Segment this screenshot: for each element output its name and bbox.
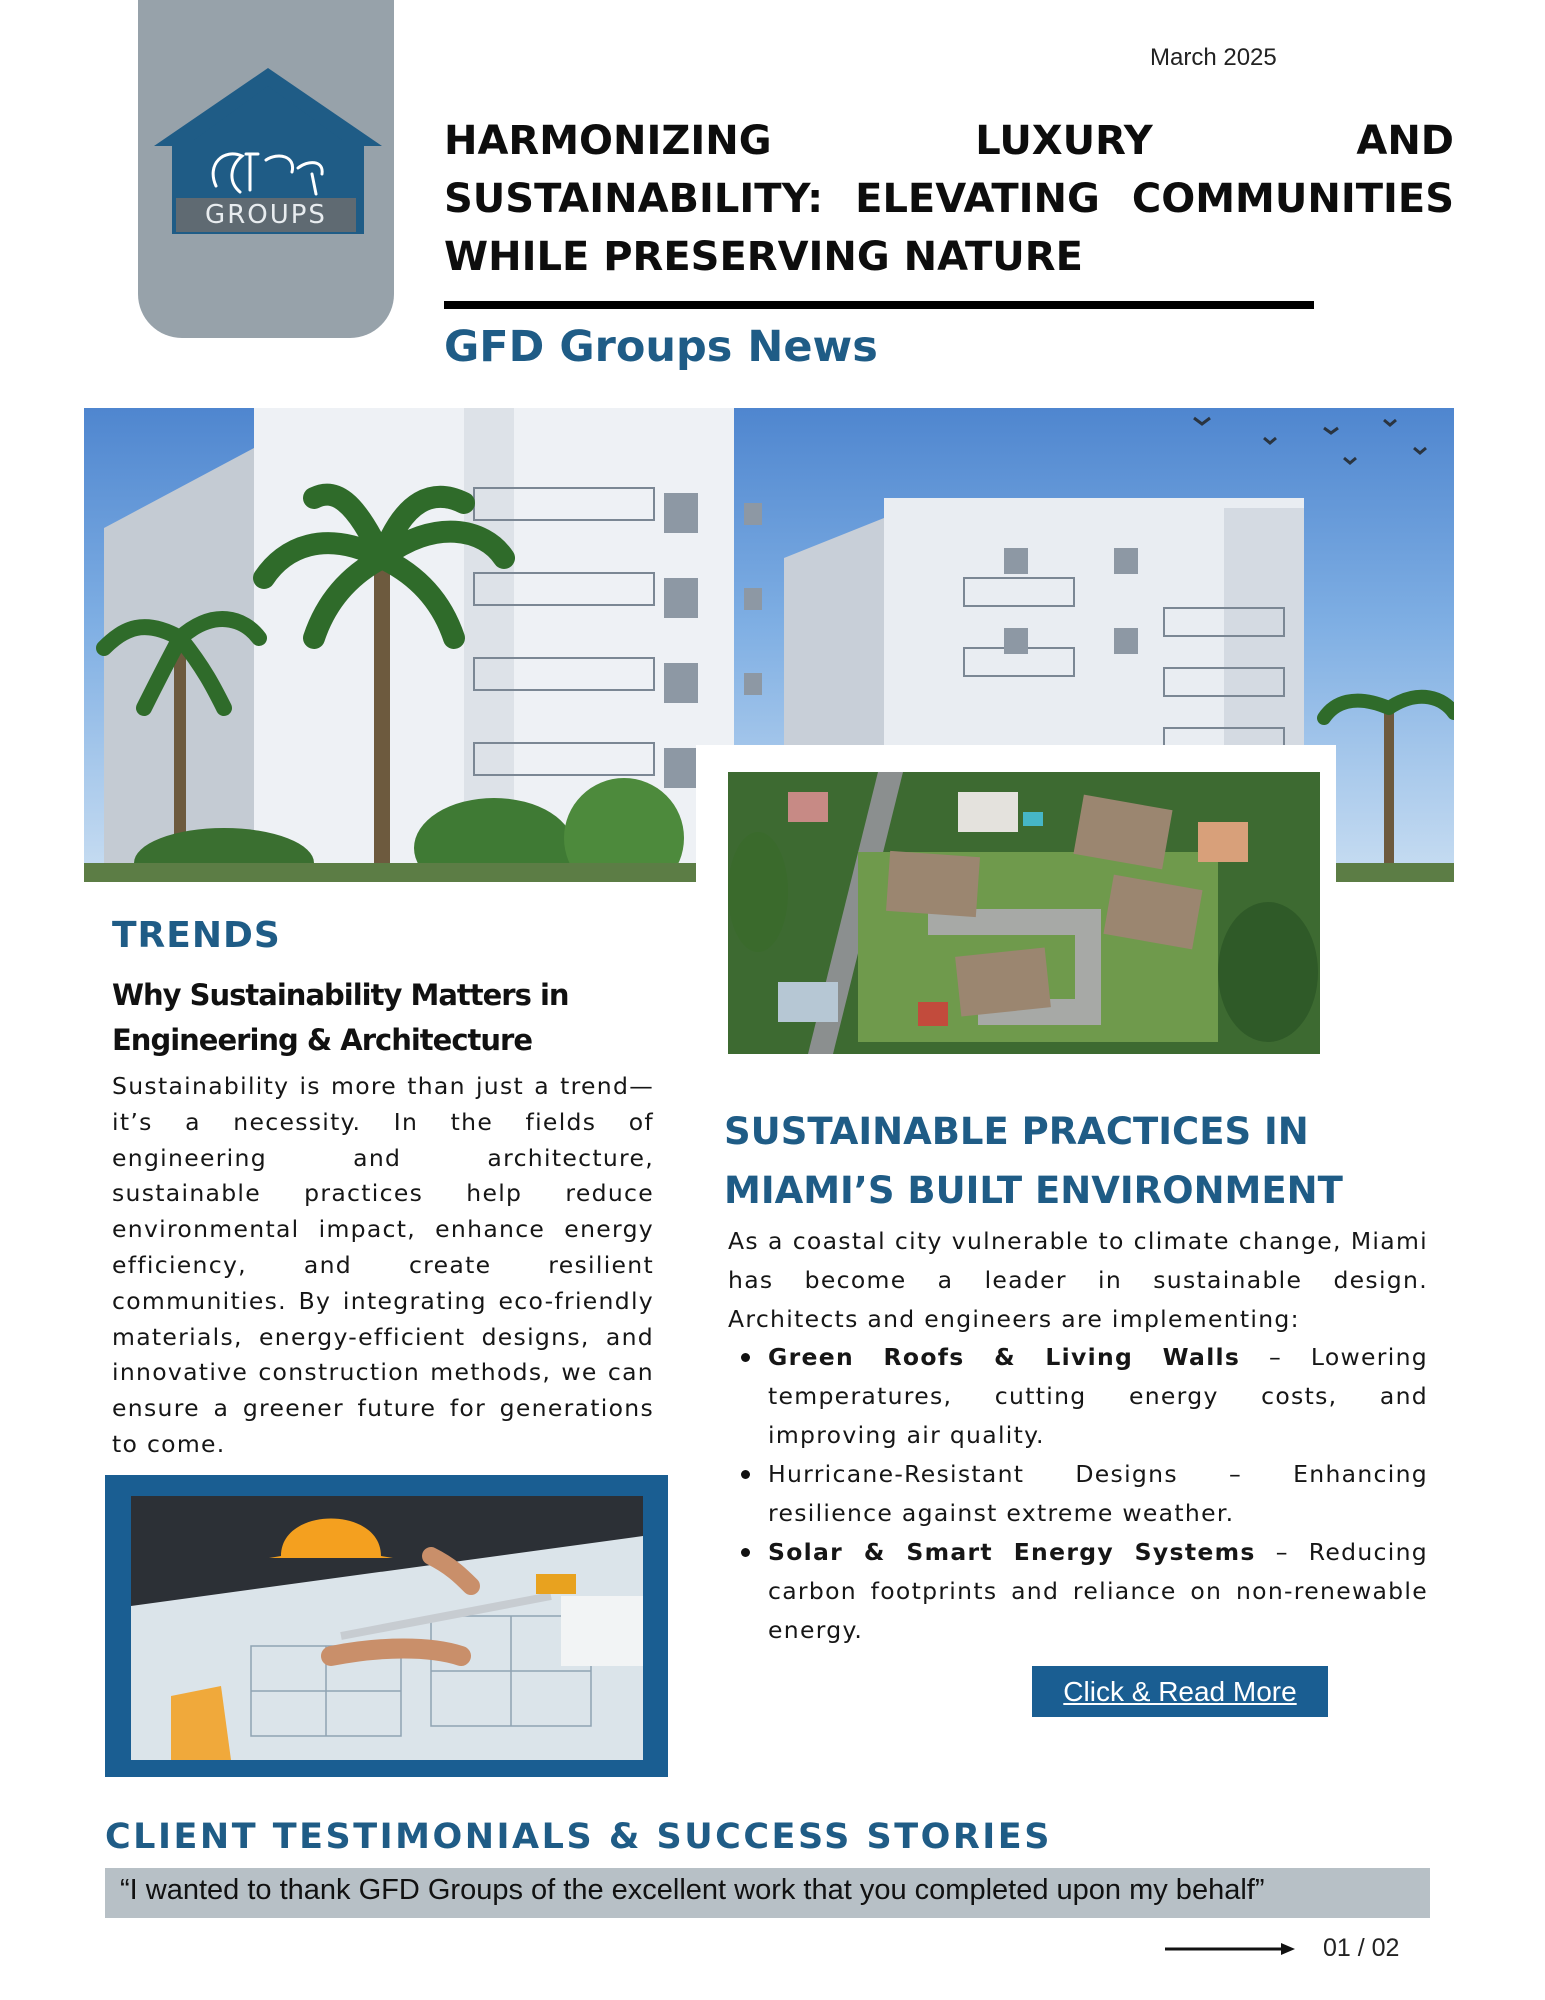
- page-number: 01 / 02: [1323, 1934, 1400, 1962]
- aerial-site-image: [728, 772, 1320, 1054]
- list-item-term: Hurricane-Resistant Designs – Enhancing: [768, 1460, 1428, 1488]
- list-item-text: – Reducing carbon footprints and reliance on non-renewable energy.: [768, 1538, 1428, 1644]
- testimonial-quote: “I wanted to thank GFD Groups of the excellent work that you completed upon my behalf”: [120, 1874, 1265, 1906]
- miami-title: SUSTAINABLE PRACTICES IN MIAMI’S BUILT ENVIRONMENT: [724, 1110, 1343, 1212]
- miami-intro: As a coastal city vulnerable to climate change, Miami has become a leader in sustainable design. Architects and engineers are implementing:: [728, 1227, 1428, 1333]
- logo-wordmark: GROUPS: [176, 198, 356, 232]
- list-item-term: Green Roofs & Living Walls: [768, 1343, 1241, 1371]
- news-title: GFD Groups News: [444, 322, 878, 372]
- list-item-text: resilience against extreme weather.: [768, 1499, 1235, 1527]
- issue-date: March 2025: [1150, 44, 1277, 71]
- newsletter-headline: HARMONIZING LUXURY AND SUSTAINABILITY: ELEVATING COMMUNITIES WHILE PRESERVING NATURE: [444, 118, 1454, 280]
- next-page-arrow-icon[interactable]: [1165, 1942, 1295, 1956]
- list-item-text: – Lowering temperatures, cutting energy costs, and improving air quality.: [768, 1343, 1428, 1449]
- list-item: [768, 1533, 1428, 1650]
- list-item: [768, 1338, 1428, 1455]
- list-item: [768, 1455, 1428, 1533]
- miami-practices-list: [768, 1338, 1428, 1650]
- trends-subtitle: Why Sustainability Matters in Engineering & Architecture: [112, 978, 569, 1057]
- read-more-button[interactable]: Click & Read More: [1032, 1666, 1328, 1717]
- list-item-term: Solar & Smart Energy Systems: [768, 1538, 1256, 1566]
- trends-body: Sustainability is more than just a trend—it’s a necessity. In the fields of engineering and architecture, sustainable practices help reduce environmental impact, enhance energy efficiency, and create resilient communities. By integrating eco-friendly materials, energy-efficient designs, and innovative construction methods, we can ensure a greener future for generations to come.: [112, 1072, 654, 1458]
- testimonials-title: CLIENT TESTIMONIALS & SUCCESS STORIES: [105, 1817, 1052, 1857]
- blueprint-photo: [131, 1496, 643, 1760]
- headline-divider: [444, 301, 1314, 309]
- trends-label: TRENDS: [112, 915, 281, 956]
